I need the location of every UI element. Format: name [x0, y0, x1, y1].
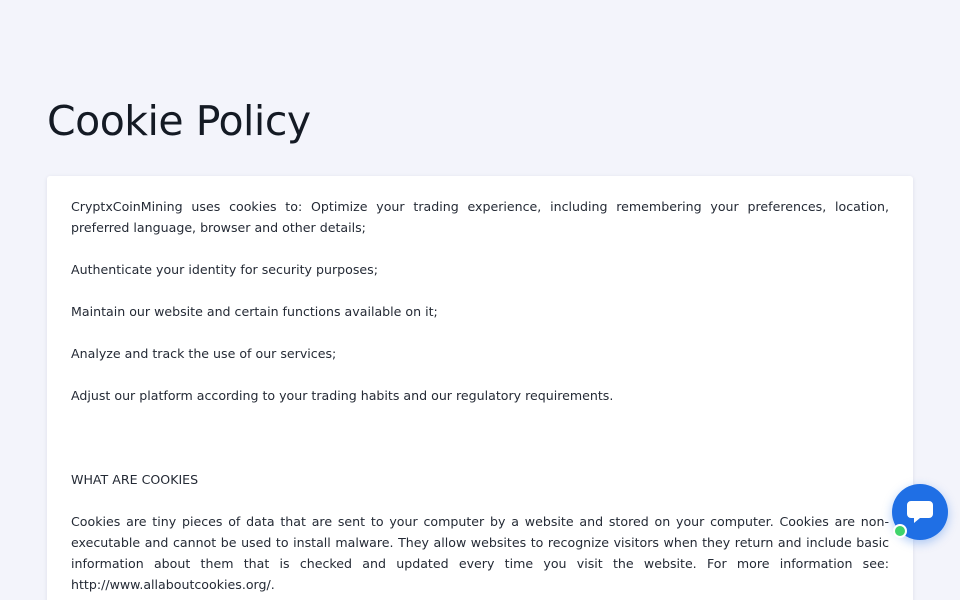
policy-paragraph: CryptxCoinMining uses cookies to: Optimize your trading experience, including remembering your preferences, location, preferred language, browser and other details;	[71, 199, 889, 235]
policy-paragraph: Authenticate your identity for security purposes;	[71, 262, 378, 277]
policy-content-card	[47, 176, 913, 600]
policy-paragraph: Adjust our platform according to your trading habits and our regulatory requirements.	[71, 388, 614, 403]
page-title: Cookie Policy	[47, 97, 311, 145]
section-paragraph: Cookies are tiny pieces of data that are sent to your computer by a website and stored on your computer. Cookies are non-executable and cannot be used to install malware. They allow websites to recognize visitors when they return and include basic information about them that is checked and updated every time you visit the website. For more information see: http://www.allaboutcookies.org/.	[71, 514, 889, 592]
chat-bubble-icon	[906, 499, 934, 525]
policy-paragraph: Analyze and track the use of our services;	[71, 346, 337, 361]
section-heading-what-are-cookies: WHAT ARE COOKIES	[71, 472, 199, 487]
policy-paragraph: Maintain our website and certain functions available on it;	[71, 304, 438, 319]
online-status-indicator	[893, 524, 907, 538]
